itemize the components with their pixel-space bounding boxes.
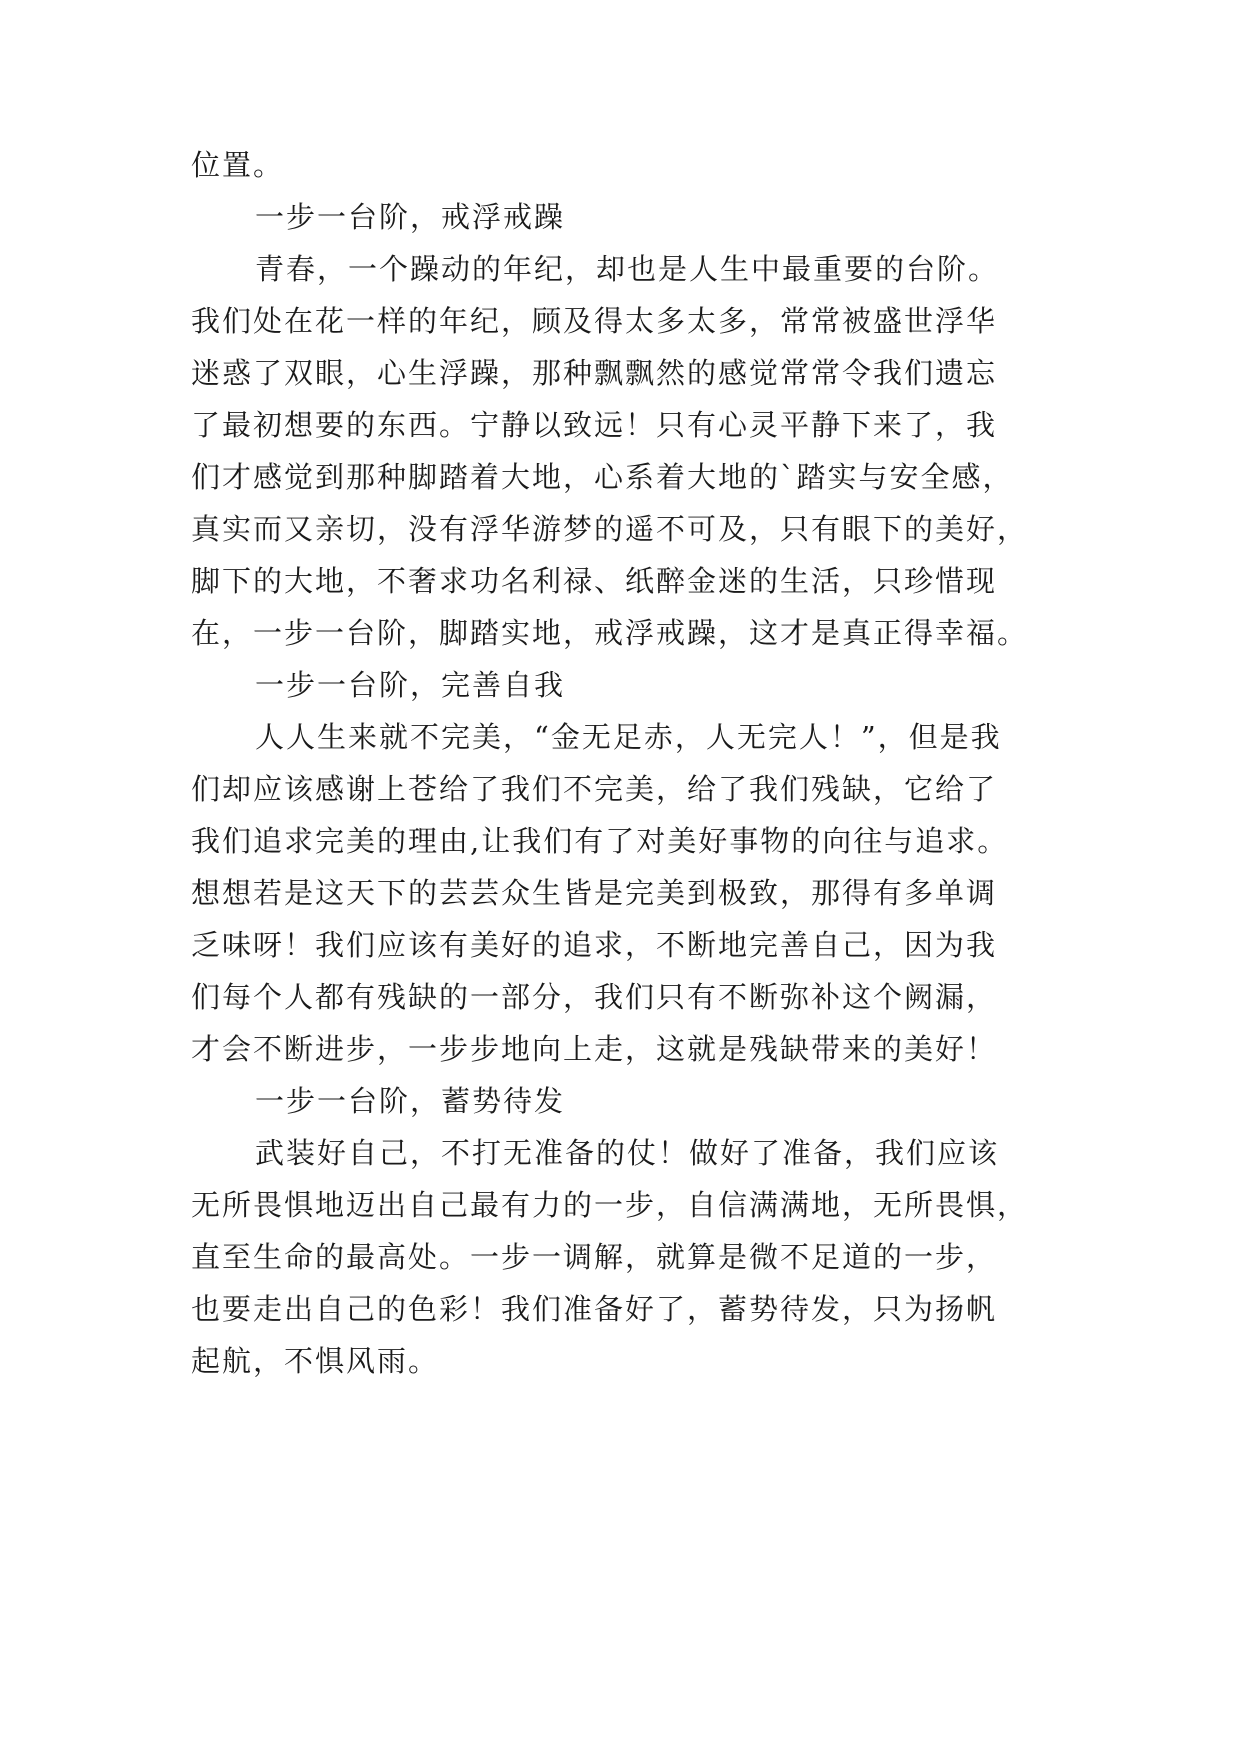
text-line: 们才感觉到那种脚踏着大地，心系着大地的`踏实与安全感， (191, 460, 1014, 494)
text-line: 我们追求完美的理由,让我们有了对美好事物的向往与追求。 (191, 824, 1009, 858)
text-line: 了最初想要的东西。宁静以致远！只有心灵平静下来了，我 (191, 408, 998, 442)
text-line: 在，一步一台阶，脚踏实地，戒浮戒躁，这才是真正得幸福。 (191, 616, 1029, 650)
text-line: 们每个人都有残缺的一部分，我们只有不断弥补这个阙漏， (191, 980, 998, 1014)
paragraph-first-line: 武装好自己，不打无准备的仗！做好了准备，我们应该 (255, 1136, 1000, 1170)
section-heading: 一步一台阶，蓄势待发 (255, 1084, 566, 1118)
text-line: 迷惑了双眼，心生浮躁，那种飘飘然的感觉常常令我们遗忘 (191, 356, 998, 390)
text-line: 我们处在花一样的年纪，顾及得太多太多，常常被盛世浮华 (191, 304, 998, 338)
text-line: 也要走出自己的色彩！我们准备好了，蓄势待发，只为扬帆 (191, 1292, 998, 1326)
text-line: 脚下的大地，不奢求功名利禄、纸醉金迷的生活，只珍惜现 (191, 564, 998, 598)
text-line: 位置。 (191, 148, 285, 182)
text-line: 直至生命的最高处。一步一调解，就算是微不足道的一步， (191, 1240, 998, 1274)
section-heading: 一步一台阶，戒浮戒躁 (255, 200, 566, 234)
text-line: 乏味呀！我们应该有美好的追求，不断地完善自己，因为我 (191, 928, 998, 962)
text-line: 才会不断进步，一步步地向上走，这就是残缺带来的美好！ (191, 1032, 998, 1066)
text-line: 真实而又亲切，没有浮华游梦的遥不可及，只有眼下的美好， (191, 512, 1029, 546)
text-line: 无所畏惧地迈出自己最有力的一步，自信满满地，无所畏惧， (191, 1188, 1029, 1222)
text-line: 们却应该感谢上苍给了我们不完美，给了我们残缺，它给了 (191, 772, 998, 806)
section-heading: 一步一台阶，完善自我 (255, 668, 566, 702)
paragraph-first-line: 人人生来就不完美，“金无足赤，人无完人！”，但是我 (255, 720, 1002, 754)
text-line: 起航，不惧风雨。 (191, 1344, 440, 1378)
paragraph-first-line: 青春，一个躁动的年纪，却也是人生中最重要的台阶。 (255, 252, 1000, 286)
text-line: 想想若是这天下的芸芸众生皆是完美到极致，那得有多单调 (191, 876, 998, 910)
